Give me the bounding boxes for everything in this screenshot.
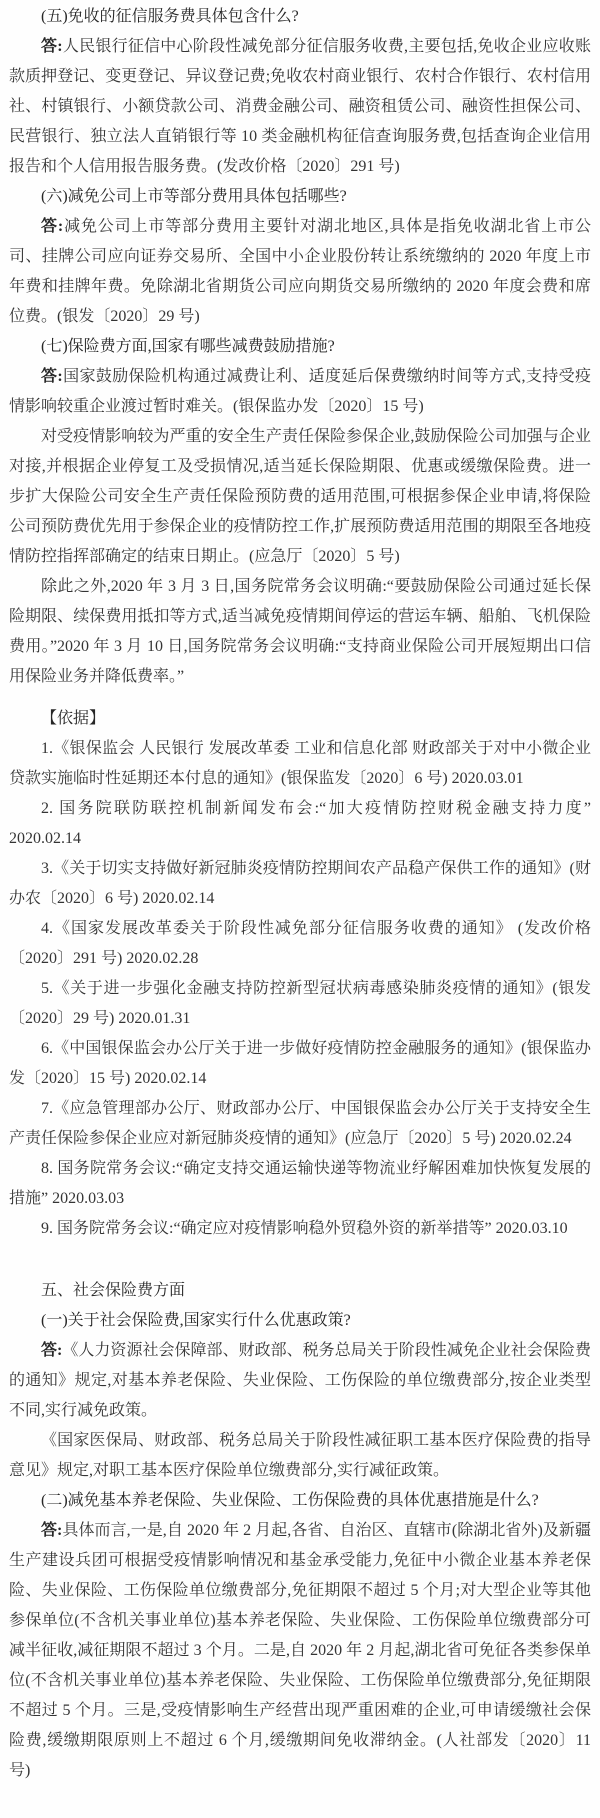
reference-item-4: 4.《国家发展改革委关于阶段性减免部分征信服务收费的通知》 (发改价格〔2020〕291 号) 2020.02.28 <box>9 920 591 967</box>
answer-text: 减免公司上市等部分费用主要针对湖北地区,具体是指免收湖北省上市公司、挂牌公司应向证券交易所、全国中小企业股份转让系统缴纳的 2020 年度上市年费和挂牌年费。免除湖北省期货公司应向期货交易所缴纳的 2020 年度会费和席位费。(银发〔2020〕29 号) <box>9 218 591 325</box>
reference-item-9: 9. 国务院常务会议:“确定应对疫情影响稳外贸稳外资的新举措等” 2020.03.10 <box>41 1220 568 1237</box>
answer-text: 《人力资源社会保障部、财政部、税务总局关于阶段性减免企业社会保险费的通知》规定,对基本养老保险、失业保险、工伤保险的单位缴费部分,按企业类型不同,实行减免政策。 <box>9 1342 591 1419</box>
reference-item-6: 6.《中国银保监会办公厅关于进一步做好疫情防控金融服务的通知》(银保监办发〔2020〕15 号) 2020.02.14 <box>9 1040 591 1087</box>
answer-text: 人民银行征信中心阶段性减免部分征信服务收费,主要包括,免收企业应收账款质押登记、变更登记、异议登记费;免收农村商业银行、农村合作银行、农村信用社、村镇银行、小额贷款公司、消费金融公司、融资租赁公司、融资性担保公司、民营银行、独立法人直销银行等 10 类金融机构征信查询服务费,包括查询企业信用报告和个人信用报告服务费。(发改价格〔2020〕291 号) <box>9 38 591 175</box>
question-heading-s5-1: (一)关于社会保险费,国家实行什么优惠政策? <box>41 1312 351 1329</box>
basis-heading: 【依据】 <box>41 710 106 727</box>
body-paragraph: 对受疫情影响较为严重的安全生产责任保险参保企业,鼓励保险公司加强与企业对接,并根据企业停复工及受损情况,适当延长保险期限、优惠或缓缴保险费。进一步扩大保险公司安全生产责任保险预防费的适用范围,可根据参保企业申请,将保险公司预防费优先用于参保企业的疫情防控工作,扩展预防费适用范围的期限至各地疫情防控指挥部确定的结束日期止。(应急厅〔2020〕5 号) <box>9 428 591 565</box>
question-heading-7: (七)保险费方面,国家有哪些减费鼓励措施? <box>41 338 335 355</box>
answer-paragraph <box>9 1516 591 1786</box>
answer-label: 答: <box>41 1342 63 1359</box>
reference-item-3: 3.《关于切实支持做好新冠肺炎疫情防控期间农产品稳产保供工作的通知》(财办农〔2020〕6 号) 2020.02.14 <box>9 860 591 907</box>
answer-label: 答: <box>41 38 63 55</box>
answer-text: 具体而言,一是,自 2020 年 2 月起,各省、自治区、直辖市(除湖北省外)及新疆生产建设兵团可根据受疫情影响情况和基金承受能力,免征中小微企业基本养老保险、失业保险、工伤保险单位缴费部分,免征期限不超过 5 个月;对大型企业等其他参保单位(不含机关事业单位)基本养老保险、失业保险、工伤保险单位缴费部分可减半征收,减征期限不超过 3 个月。二是,自 2020 年 2 月起,湖北省可免征各类参保单位(不含机关事业单位)基本养老保险、失业保险、工伤保险单位缴费部分,免征期限不超过 5 个月。三是,受疫情影响生产经营出现严重困难的企业,可申请缓缴社会保险费,缓缴期限原则上不超过 6 个月,缓缴期间免收滞纳金。(人社部发〔2020〕11 号) <box>9 1522 591 1779</box>
body-paragraph: 《国家医保局、财政部、税务总局关于阶段性减征职工基本医疗保险费的指导意见》规定,对职工基本医疗保险单位缴费部分,实行减征政策。 <box>9 1432 591 1479</box>
section-title: 五、社会保险费方面 <box>41 1282 186 1299</box>
answer-label: 答: <box>41 1522 63 1539</box>
reference-item-8: 8. 国务院常务会议:“确定支持交通运输快递等物流业纾解困难加快恢复发展的措施” 2020.03.03 <box>9 1160 591 1207</box>
question-heading-5: (五)免收的征信服务费具体包含什么? <box>41 8 299 25</box>
reference-item-7: 7.《应急管理部办公厅、财政部办公厅、中国银保监会办公厅关于支持安全生产责任保险参保企业应对新冠肺炎疫情的通知》(应急厅〔2020〕5 号) 2020.02.24 <box>9 1100 591 1147</box>
answer-text: 国家鼓励保险机构通过减费让利、适度延后保费缴纳时间等方式,支持受疫情影响较重企业渡过暂时难关。(银保监办发〔2020〕15 号) <box>9 368 591 415</box>
reference-item-5: 5.《关于进一步强化金融支持防控新型冠状病毒感染肺炎疫情的通知》(银发〔2020〕29 号) 2020.01.31 <box>9 980 591 1027</box>
question-heading-6: (六)减免公司上市等部分费用具体包括哪些? <box>41 188 347 205</box>
answer-paragraph <box>9 362 591 422</box>
answer-label: 答: <box>41 368 63 385</box>
answer-paragraph <box>9 1336 591 1426</box>
body-paragraph: 除此之外,2020 年 3 月 3 日,国务院常务会议明确:“要鼓励保险公司通过延长保险期限、续保费用抵扣等方式,适当减免疫情期间停运的营运车辆、船舶、飞机保险费用。”2020 年 3 月 10 日,国务院常务会议明确:“支持商业保险公司开展短期出口信用保险业务并降低费率。” <box>9 578 591 685</box>
reference-item-1: 1.《银保监会 人民银行 发展改革委 工业和信息化部 财政部关于对中小微企业贷款实施临时性延期还本付息的通知》(银保监发〔2020〕6 号) 2020.03.01 <box>9 740 591 787</box>
answer-paragraph <box>9 212 591 332</box>
reference-item-2: 2. 国务院联防联控机制新闻发布会:“加大疫情防控财税金融支持力度” 2020.02.14 <box>9 800 591 847</box>
answer-paragraph <box>9 32 591 182</box>
question-heading-s5-2: (二)减免基本养老保险、失业保险、工伤保险费的具体优惠措施是什么? <box>41 1492 539 1509</box>
answer-label: 答: <box>41 218 64 235</box>
